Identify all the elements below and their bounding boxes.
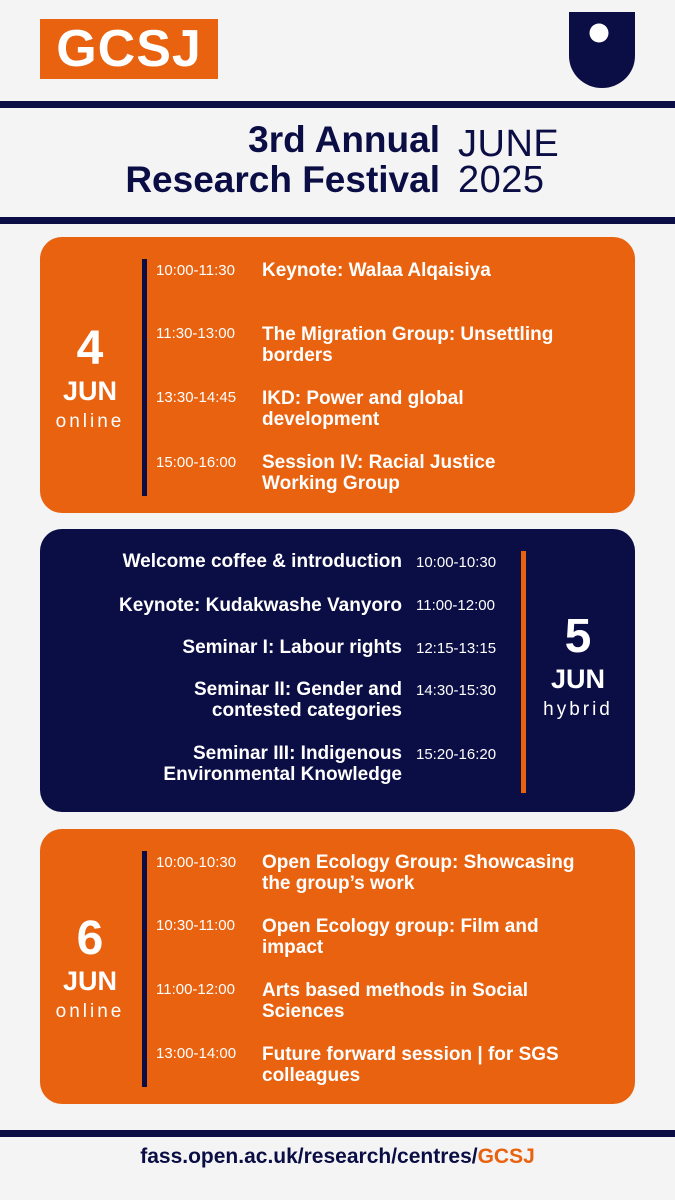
festival-month: JUNE xyxy=(458,123,560,165)
session-title-line: the group’s work xyxy=(262,873,415,894)
festival-date xyxy=(458,123,560,201)
session-row xyxy=(156,325,235,342)
title-line-2: Research Festival xyxy=(125,159,440,200)
session-title-line: Sciences xyxy=(262,1001,345,1022)
session-time: 12:15-13:15 xyxy=(416,640,497,657)
day-number: 5 xyxy=(564,610,592,663)
session-row xyxy=(156,389,236,406)
session-title-line: Working Group xyxy=(262,473,400,494)
session-title-line: borders xyxy=(262,345,333,366)
session-time: 14:30-15:30 xyxy=(416,682,497,699)
session-title xyxy=(262,388,622,430)
session-title-line: Seminar II: Gender and xyxy=(194,679,402,700)
day-label xyxy=(40,323,140,437)
day-number: 4 xyxy=(76,322,104,375)
session-title-line: impact xyxy=(262,937,324,958)
session-title xyxy=(262,452,622,494)
session-title xyxy=(62,595,402,616)
session-title xyxy=(62,743,402,785)
session-time: 11:00-12:00 xyxy=(416,597,495,614)
festival-title xyxy=(125,120,440,200)
session-time: 10:00-10:30 xyxy=(156,854,237,871)
session-time: 15:00-16:00 xyxy=(156,454,237,471)
day-mode: online xyxy=(55,411,125,432)
session-title-line: Open Ecology group: Film and xyxy=(262,916,539,937)
session-title-line: Seminar I: Labour rights xyxy=(182,637,402,658)
session-time: 11:30-13:00 xyxy=(156,325,235,342)
session-title xyxy=(262,324,622,366)
session-time: 10:30-11:00 xyxy=(156,917,235,934)
footer-url-prefix[interactable]: fass.open.ac.uk/research/centres/ xyxy=(140,1145,478,1168)
session-title-line: Environmental Knowledge xyxy=(163,764,402,785)
session-title-line: Arts based methods in Social xyxy=(262,980,529,1001)
session-time: 10:00-11:30 xyxy=(156,262,235,279)
session-row xyxy=(156,454,236,471)
day-number: 6 xyxy=(76,912,104,965)
session-title-line: Session IV: Racial Justice xyxy=(262,452,496,473)
day-panel-5 xyxy=(40,529,635,812)
title-line-1: 3rd Annual xyxy=(248,119,440,160)
day-divider xyxy=(521,551,526,793)
session-title-line: Welcome coffee & introduction xyxy=(122,551,402,572)
session-title-line: Seminar III: Indigenous xyxy=(192,743,402,764)
session-title xyxy=(262,1044,627,1086)
footer-rule xyxy=(0,1130,675,1137)
session-title-line: Keynote: Kudakwashe Vanyoro xyxy=(119,595,402,616)
day-panel-4 xyxy=(40,237,635,513)
day-month: JUN xyxy=(62,966,117,996)
session-title xyxy=(262,260,622,281)
day-panel-6 xyxy=(40,829,635,1104)
gcsj-logo: GCSJ xyxy=(40,19,218,79)
open-university-shield-icon xyxy=(569,12,635,88)
day-divider xyxy=(142,851,147,1087)
session-title-line: colleagues xyxy=(262,1065,361,1086)
header-top-rule xyxy=(0,101,675,108)
session-row xyxy=(156,262,235,279)
session-title-line: IKD: Power and global xyxy=(262,388,464,409)
session-title xyxy=(262,916,627,958)
session-title xyxy=(62,679,402,721)
session-title xyxy=(62,551,402,572)
day-label xyxy=(528,611,628,725)
session-title-line: Future forward session | for SGS xyxy=(262,1044,559,1065)
session-title-line: Keynote: Walaa Alqaisiya xyxy=(262,260,491,281)
session-time: 11:00-12:00 xyxy=(156,981,235,998)
footer-url-accent[interactable]: GCSJ xyxy=(477,1145,535,1168)
day-mode: hybrid xyxy=(543,699,613,720)
session-title-line: development xyxy=(262,409,380,430)
session-time: 13:00-14:00 xyxy=(156,1045,237,1062)
day-label xyxy=(40,913,140,1027)
session-title-line: The Migration Group: Unsettling xyxy=(262,324,554,345)
session-title-line: Open Ecology Group: Showcasing xyxy=(262,852,575,873)
footer-url-link[interactable] xyxy=(0,1145,675,1169)
day-month: JUN xyxy=(550,664,605,694)
header-bottom-rule xyxy=(0,217,675,224)
session-title xyxy=(62,637,402,658)
day-divider xyxy=(142,259,147,496)
session-time: 10:00-10:30 xyxy=(416,554,497,571)
session-time: 13:30-14:45 xyxy=(156,389,237,406)
festival-year: 2025 xyxy=(458,159,545,201)
day-mode: online xyxy=(55,1001,125,1022)
session-title-line: contested categories xyxy=(211,700,402,721)
session-time: 15:20-16:20 xyxy=(416,746,497,763)
day-month: JUN xyxy=(62,376,117,406)
session-title xyxy=(262,980,627,1022)
session-title xyxy=(262,852,627,894)
